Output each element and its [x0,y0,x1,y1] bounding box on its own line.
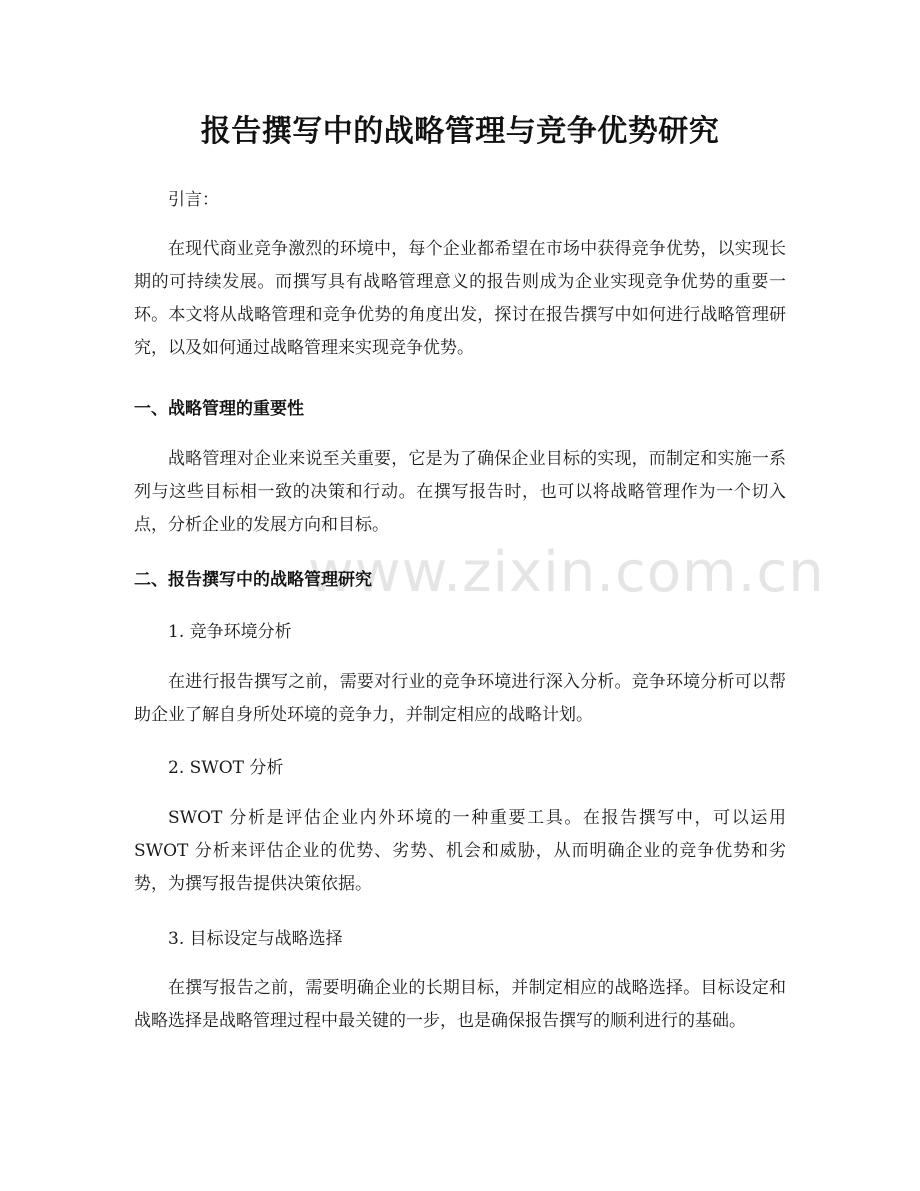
subsection-2-paragraph: SWOT 分析是评估企业内外环境的一种重要工具。在报告撰写中，可以运用 SWOT 分析来评估企业的优势、劣势、机会和威胁，从而明确企业的竞争优势和劣势，为撰写报告提供决策依据。 [134,808,786,894]
subsection-1-heading: 1. 竞争环境分析 [168,622,292,642]
watermark: www.zixin.com.cn [308,540,825,605]
subsection-2-heading: 2. SWOT 分析 [168,758,284,778]
section-1-paragraph: 战略管理对企业来说至关重要，它是为了确保企业目标的实现，而制定和实施一系列与这些目标相一致的决策和行动。在撰写报告时，也可以将战略管理作为一个切入点，分析企业的发展方向和目标。 [134,449,786,535]
section-2-heading: 二、报告撰写中的战略管理研究 [134,570,372,590]
subsection-1-paragraph: 在进行报告撰写之前，需要对行业的竞争环境进行深入分析。竞争环境分析可以帮助企业了解自身所处环境的竞争力，并制定相应的战略计划。 [134,672,786,725]
section-1-heading: 一、战略管理的重要性 [134,399,304,419]
intro-paragraph: 在现代商业竞争激烈的环境中，每个企业都希望在市场中获得竞争优势，以实现长期的可持续发展。而撰写具有战略管理意义的报告则成为企业实现竞争优势的重要一环。本文将从战略管理和竞争优势的角度出发，探讨在报告撰写中如何进行战略管理研究，以及如何通过战略管理来实现竞争优势。 [134,239,786,358]
intro-label: 引言： [168,190,219,210]
document-title: 报告撰写中的战略管理与竞争优势研究 [200,114,720,149]
subsection-3-paragraph: 在撰写报告之前，需要明确企业的长期目标，并制定相应的战略选择。目标设定和战略选择是战略管理过程中最关键的一步，也是确保报告撰写的顺利进行的基础。 [134,978,786,1031]
subsection-3-heading: 3. 目标设定与战略选择 [168,929,343,949]
